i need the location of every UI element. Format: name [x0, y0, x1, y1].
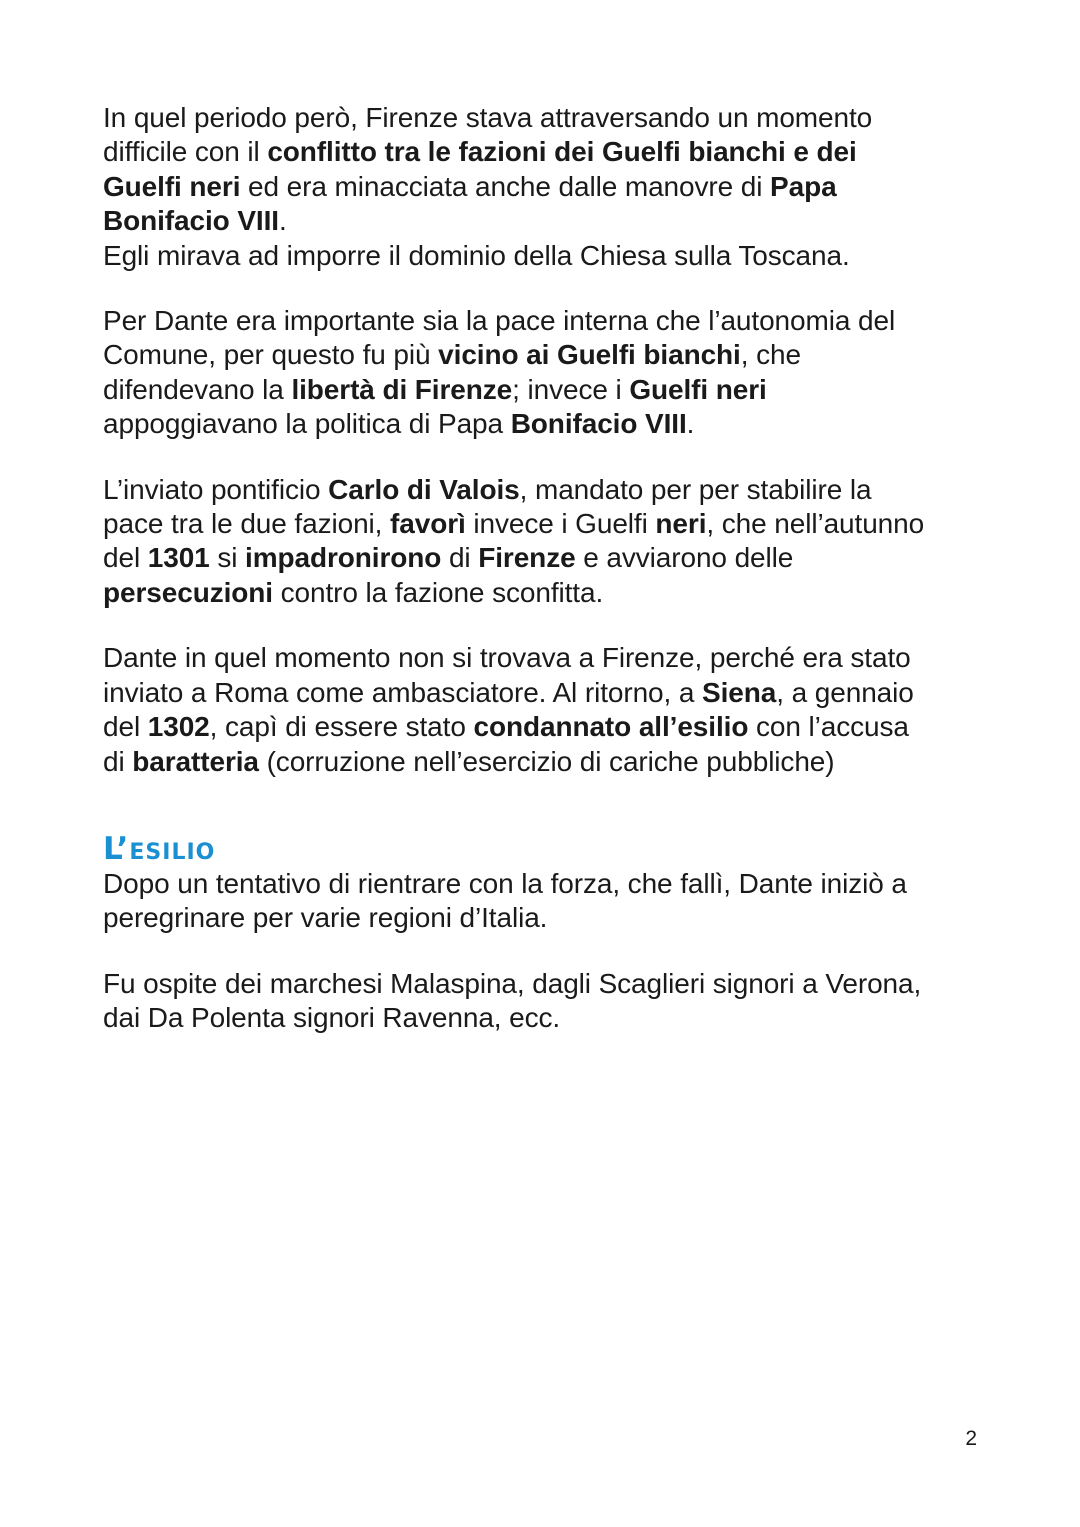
text-run: In quel periodo però, Firenze stava attraversando un momento — [103, 102, 873, 133]
text-run: inviato a Roma come ambasciatore. Al ritorno, a — [103, 676, 703, 708]
text-line — [103, 473, 983, 507]
text-run: appoggiavano la politica di Papa — [103, 408, 511, 440]
text-run: si — [209, 542, 246, 574]
text-line — [103, 901, 983, 935]
bold-text: 1302 — [147, 711, 210, 743]
paragraph — [103, 967, 983, 1036]
text-line — [103, 676, 983, 710]
bold-text: Papa — [770, 170, 837, 202]
bold-text: persecuzioni — [103, 576, 273, 608]
text-run: Comune, per questo fu più — [103, 339, 439, 371]
text-run: ; invece i — [512, 373, 630, 405]
page-number: 2 — [965, 1427, 977, 1450]
text-run: , a gennaio — [776, 676, 914, 708]
text-run: Dopo un tentativo di rientrare con la forza, che fallì, Dante iniziò a — [103, 867, 907, 899]
text-line — [103, 867, 983, 901]
document-body — [103, 101, 983, 1067]
bold-text: impadronirono — [245, 542, 442, 574]
text-line — [103, 576, 983, 610]
main-paragraphs — [103, 101, 983, 779]
bold-text: conflitto tra le fazioni dei Guelfi bianchi e dei — [267, 136, 857, 168]
text-line — [103, 507, 983, 541]
bold-text: Guelfi neri — [629, 373, 767, 405]
text-line — [103, 407, 983, 441]
text-run: . — [278, 205, 287, 237]
text-run: , capì di essere stato — [209, 711, 474, 743]
bold-text: Bonifacio VIII — [103, 205, 279, 237]
text-run: dai Da Polenta signori Ravenna, ecc. — [103, 1002, 561, 1034]
text-run: . — [686, 408, 695, 440]
text-run: Egli mirava ad imporre il dominio della Chiesa sulla Toscana. — [103, 239, 850, 271]
text-line — [103, 239, 983, 273]
text-line — [103, 745, 983, 779]
text-line — [103, 204, 983, 238]
text-run: pace tra le due fazioni, — [103, 508, 391, 540]
text-run: peregrinare per varie regioni d’Italia. — [103, 902, 548, 934]
section-paragraphs — [103, 867, 983, 1036]
text-line — [103, 967, 983, 1001]
text-run: difficile con il — [103, 136, 268, 168]
text-run: del — [103, 711, 148, 743]
paragraph — [103, 473, 983, 611]
text-run: L’inviato pontificio — [103, 473, 329, 505]
text-run: , che — [740, 339, 801, 371]
bold-text: neri — [655, 508, 707, 540]
text-run: (corruzione nell’esercizio di cariche pubbliche) — [258, 745, 835, 777]
text-run: , che nell’autunno — [706, 508, 925, 540]
bold-text: vicino ai Guelfi bianchi — [438, 339, 741, 371]
bold-text: Guelfi neri — [103, 170, 241, 202]
text-line — [103, 373, 983, 407]
text-run: , mandato per per stabilire la — [519, 473, 872, 505]
paragraph — [103, 101, 983, 273]
text-line — [103, 304, 983, 338]
text-line — [103, 541, 983, 575]
text-line — [103, 135, 983, 169]
bold-text: Bonifacio VIII — [510, 408, 687, 440]
text-run: di — [103, 745, 133, 777]
text-line — [103, 710, 983, 744]
text-line — [103, 338, 983, 372]
text-run: e avviarono delle — [575, 542, 794, 574]
text-run: contro la fazione sconfitta. — [272, 576, 604, 608]
bold-text: baratteria — [132, 745, 259, 777]
text-run: con l’accusa — [748, 711, 909, 743]
text-line — [103, 101, 983, 135]
section-title: L’esilio — [103, 830, 216, 867]
text-run: Per Dante era importante sia la pace interna che l’autonomia del — [103, 305, 896, 337]
bold-text: 1301 — [147, 542, 210, 574]
bold-text: Carlo di Valois — [328, 473, 520, 505]
bold-text: condannato all’esilio — [473, 711, 749, 743]
text-run: invece i Guelfi — [465, 508, 656, 540]
text-run: Fu ospite dei marchesi Malaspina, dagli Scaglieri signori a Verona, — [103, 967, 922, 999]
paragraph — [103, 304, 983, 442]
text-run: del — [103, 542, 148, 574]
paragraph — [103, 867, 983, 936]
paragraph — [103, 641, 983, 779]
bold-text: libertà di Firenze — [291, 373, 513, 405]
text-line — [103, 170, 983, 204]
bold-text: Firenze — [478, 542, 576, 574]
text-run: ed era minacciata anche dalle manovre di — [240, 170, 771, 202]
bold-text: favorì — [390, 508, 466, 540]
text-line — [103, 1001, 983, 1035]
text-line — [103, 641, 983, 675]
bold-text: Siena — [702, 676, 777, 708]
text-run: difendevano la — [103, 373, 292, 405]
text-run: di — [441, 542, 479, 574]
text-run: Dante in quel momento non si trovava a Firenze, perché era stato — [103, 642, 911, 674]
